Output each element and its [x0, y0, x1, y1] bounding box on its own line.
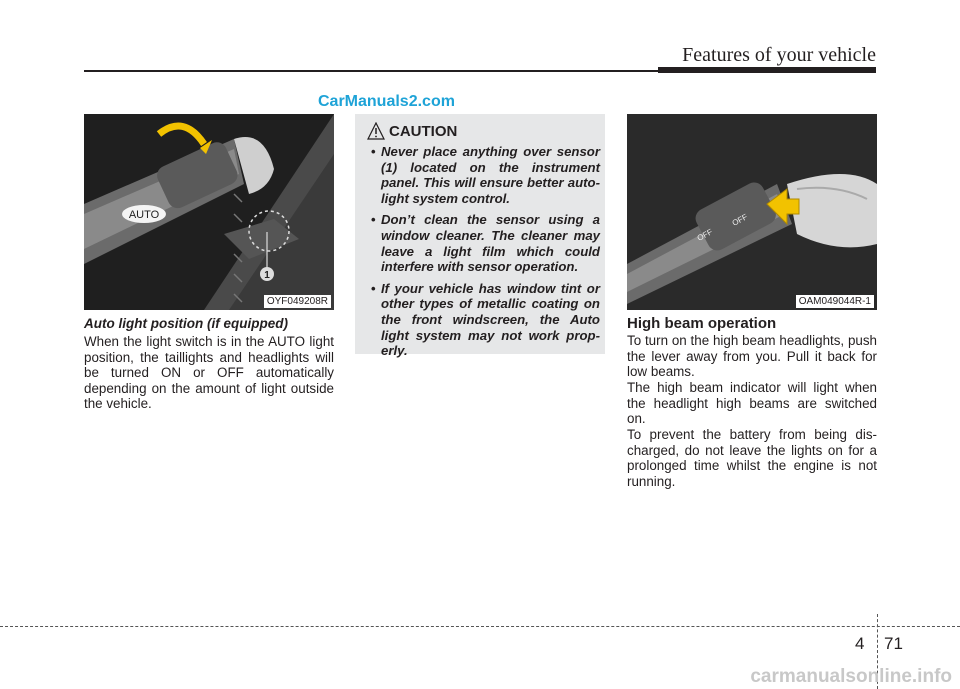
footer-rule [0, 626, 960, 627]
caution-item: • Don’t clean the sensor using a window cleaner. The cleaner may leave a light film which could interfere with sensor operation. [367, 212, 600, 274]
high-beam-paragraph: To turn on the high beam headlights, push the lever away from you. Pull it back for low beams. [627, 333, 877, 380]
auto-light-switch-illustration [84, 114, 334, 310]
auto-light-subheading: Auto light position (if equipped) [84, 316, 288, 331]
watermark-top: CarManuals2.com [318, 93, 455, 110]
page-header-title: Features of your vehicle [682, 44, 876, 66]
warning-triangle-icon [367, 122, 385, 140]
auto-light-illustration-svg [84, 114, 334, 310]
high-beam-paragraph: The high beam indicator will light when the headlight high beams are switched on. [627, 380, 877, 427]
off-label-1: OFF [695, 227, 715, 243]
caution-list [367, 144, 600, 365]
header-rule [84, 70, 661, 72]
auto-light-body: When the light switch is in the AUTO light position, the taillights and headlights will be turned ON or OFF automatically depending on the amount of light outside the vehicle. [84, 334, 334, 412]
watermark-bottom: carmanualsonline.info [750, 666, 952, 687]
caution-item: • Never place anything over sensor (1) located on the instrument panel. This will ensure better auto-light system control. [367, 144, 600, 206]
caution-box [355, 114, 605, 359]
header-rule-thick [658, 67, 876, 73]
caution-title: CAUTION [389, 123, 458, 140]
caution-item: • If your vehicle has window tint or other types of metallic coating on the front windscreen, the Auto light system may not work prop-erly. [367, 281, 600, 359]
high-beam-paragraph: To prevent the battery from being dis-charged, do not leave the lights on for a prolonged time whilst the engine is not running. [627, 427, 877, 489]
figure-code-left: OYF049208R [264, 295, 331, 308]
high-beam-heading: High beam operation [627, 315, 777, 332]
off-label-2: OFF [730, 212, 750, 228]
high-beam-illustration-svg [627, 114, 877, 310]
high-beam-lever-illustration [627, 114, 877, 310]
figure-code-right: OAM049044R-1 [796, 295, 874, 308]
sensor-callout-number: 1 [264, 270, 270, 281]
auto-label: AUTO [128, 209, 160, 221]
page-number: 71 [884, 634, 903, 653]
chapter-number: 4 [855, 634, 865, 653]
